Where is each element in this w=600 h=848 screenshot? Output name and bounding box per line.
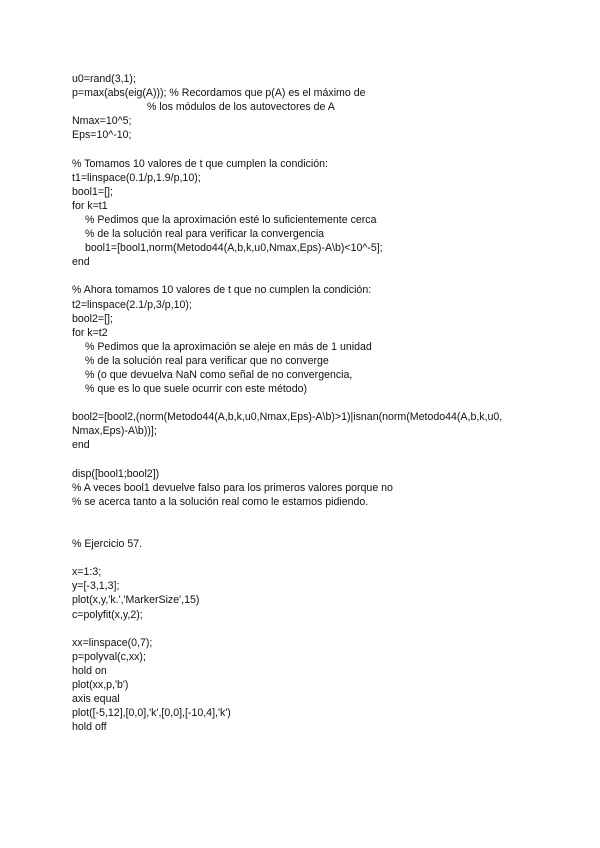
code-line: for k=t1	[72, 199, 108, 212]
code-line: plot([-5,12],[0,0],'k',[0,0],[-10,4],'k')	[72, 707, 231, 720]
code-comment: % de la solución real para verificar que no converge	[85, 354, 329, 367]
code-line: plot(x,y,'k.','MarkerSize',15)	[72, 594, 200, 607]
blank-line	[72, 269, 542, 283]
code-line: bool2=[bool2,(norm(Metodo44(A,b,k,u0,Nmax,Eps)-A\b)>1)|isnan(norm(Metodo44(A,b,k,u0, Nmax,Eps)-A\b))];	[72, 411, 503, 438]
code-line: y=[-3,1,3];	[72, 580, 120, 593]
code-comment: % Ahora tomamos 10 valores de t que no cumplen la condición:	[72, 284, 372, 297]
code-line: Nmax=10^5;	[72, 115, 132, 128]
code-comment: % se acerca tanto a la solución real como le estamos pidiendo.	[72, 495, 369, 508]
matlab-code-listing	[72, 72, 542, 734]
code-line: axis equal	[72, 693, 120, 706]
code-line: p=polyval(c,xx);	[72, 650, 146, 663]
code-line: u0=rand(3,1);	[72, 73, 136, 85]
code-line: for k=t2	[72, 326, 108, 339]
blank-line	[72, 142, 542, 156]
code-line: xx=linspace(0,7);	[72, 636, 153, 649]
code-line: hold off	[72, 721, 107, 734]
blank-line	[72, 551, 542, 565]
code-comment: % Tomamos 10 valores de t que cumplen la condición:	[72, 157, 328, 170]
blank-line	[72, 622, 542, 636]
code-comment: % Pedimos que la aproximación esté lo suficientemente cerca	[85, 213, 377, 226]
blank-line	[72, 396, 542, 410]
code-line: x=1:3;	[72, 566, 102, 579]
blank-line	[72, 453, 542, 467]
blank-line	[72, 509, 542, 537]
code-comment: % (o que devuelva NaN como señal de no convergencia,	[85, 368, 353, 381]
code-comment: % de la solución real para verificar la convergencia	[85, 228, 325, 241]
code-line: p=max(abs(eig(A))); % Recordamos que p(A) es el máximo de	[72, 87, 366, 100]
code-comment: % los módulos de los autovectores de A	[147, 101, 335, 114]
code-line: bool2=[];	[72, 312, 113, 325]
code-comment: % Pedimos que la aproximación se aleje en más de 1 unidad	[85, 340, 372, 353]
code-comment: % Ejercicio 57.	[72, 538, 143, 551]
code-comment: % que es lo que suele ocurrir con este método)	[85, 383, 308, 396]
code-line: t1=linspace(0.1/p,1.9/p,10);	[72, 171, 201, 184]
code-line: Eps=10^-10;	[72, 129, 132, 142]
code-comment: % A veces bool1 devuelve falso para los primeros valores porque no	[72, 481, 393, 494]
code-line: end	[72, 256, 90, 269]
code-line: disp([bool1;bool2])	[72, 467, 160, 480]
code-line: bool1=[];	[72, 185, 113, 198]
code-line: c=polyfit(x,y,2);	[72, 608, 143, 621]
code-line: bool1=[bool1,norm(Metodo44(A,b,k,u0,Nmax,Eps)-A\b)<10^-5];	[85, 242, 383, 255]
code-line: t2=linspace(2.1/p,3/p,10);	[72, 298, 192, 311]
code-line: hold on	[72, 664, 107, 677]
code-line: end	[72, 439, 90, 452]
code-line: plot(xx,p,'b')	[72, 679, 129, 692]
